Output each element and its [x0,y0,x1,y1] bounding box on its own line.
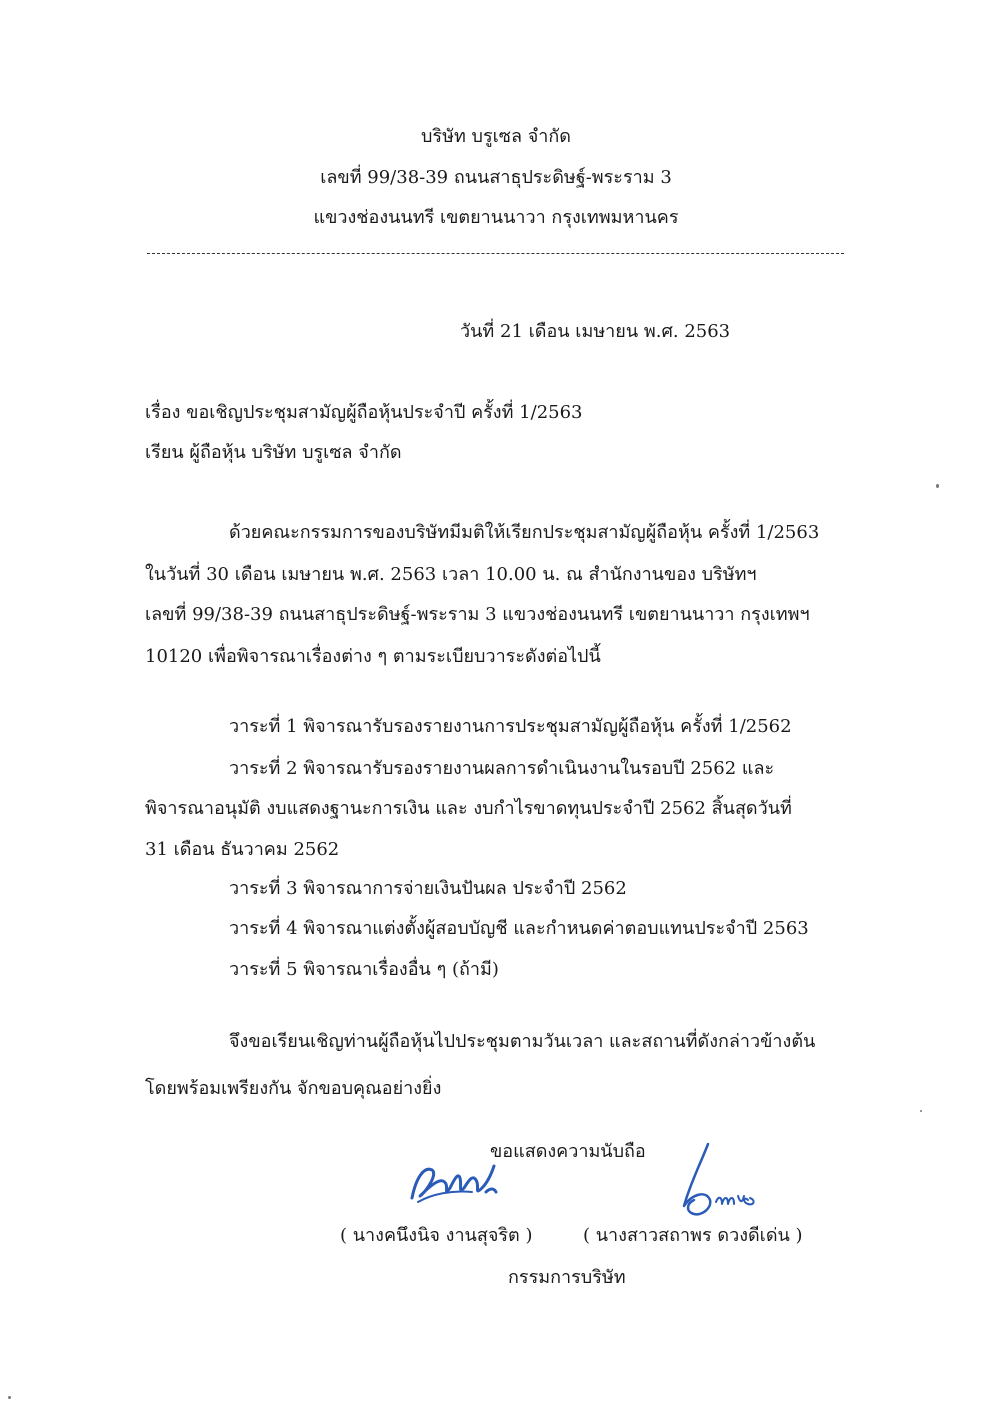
scan-speck [8,1396,11,1399]
signatory-title: กรรมการบริษัท [508,1267,626,1288]
body-line-4: 10120 เพื่อพิจารณาเรื่องต่าง ๆ ตามระเบียบวาระดังต่อไปนี้ [145,646,601,667]
letter-date: วันที่ 21 เดือน เมษายน พ.ศ. 2563 [460,321,731,342]
signature-1 [402,1158,502,1208]
body-line-1: ด้วยคณะกรรมการของบริษัทมีมติให้เรียกประชุมสามัญผู้ถือหุ้น ครั้งที่ 1/2563 [229,522,820,543]
agenda-item-4: วาระที่ 4 พิจารณาแต่งตั้งผู้สอบบัญชี และกำหนดค่าตอบแทนประจำปี 2563 [229,918,809,939]
company-address-line-2: แขวงช่องนนทรี เขตยานนาวา กรุงเทพมหานคร [313,207,679,228]
sign-off: ขอแสดงความนับถือ [490,1141,646,1162]
agenda-item-1: วาระที่ 1 พิจารณารับรองรายงานการประชุมสามัญผู้ถือหุ้น ครั้งที่ 1/2562 [229,716,792,737]
agenda-item-2-line-3: 31 เดือน ธันวาคม 2562 [145,839,340,860]
signature-2 [672,1140,782,1220]
body-line-2: ในวันที่ 30 เดือน เมษายน พ.ศ. 2563 เวลา 10.00 น. ณ สำนักงานของ บริษัทฯ [145,564,757,585]
agenda-item-2-line-1: วาระที่ 2 พิจารณารับรองรายงานผลการดำเนินงานในรอบปี 2562 และ [229,758,775,779]
signatory-2-name: ( นางสาวสถาพร ดวงดีเด่น ) [583,1225,803,1246]
header-divider [147,253,844,254]
company-name: บริษัท บรูเซล จำกัด [420,126,571,147]
closing-line-2: โดยพร้อมเพรียงกัน จักขอบคุณอย่างยิ่ง [145,1078,442,1099]
letter-subject: เรื่อง ขอเชิญประชุมสามัญผู้ถือหุ้นประจำปี ครั้งที่ 1/2563 [145,402,583,423]
agenda-item-5: วาระที่ 5 พิจารณาเรื่องอื่น ๆ (ถ้ามี) [229,959,499,980]
company-address-line-1: เลขที่ 99/38-39 ถนนสาธุประดิษฐ์-พระราม 3 [320,167,672,188]
signatory-1-name: ( นางคนึงนิจ งานสุจริต ) [340,1225,533,1246]
letter-recipient: เรียน ผู้ถือหุ้น บริษัท บรูเซล จำกัด [145,442,402,463]
closing-line-1: จึงขอเรียนเชิญท่านผู้ถือหุ้นไปประชุมตามวันเวลา และสถานที่ดังกล่าวข้างต้น [229,1031,816,1052]
agenda-item-3: วาระที่ 3 พิจารณาการจ่ายเงินปันผล ประจำปี 2562 [229,878,627,899]
body-line-3: เลขที่ 99/38-39 ถนนสาธุประดิษฐ์-พระราม 3 แขวงช่องนนทรี เขตยานนาวา กรุงเทพฯ [145,604,810,625]
scan-speck [920,1110,922,1112]
scan-speck [936,484,939,488]
agenda-item-2-line-2: พิจารณาอนุมัติ งบแสดงฐานะการเงิน และ งบกำไรขาดทุนประจำปี 2562 สิ้นสุดวันที่ [145,798,792,819]
